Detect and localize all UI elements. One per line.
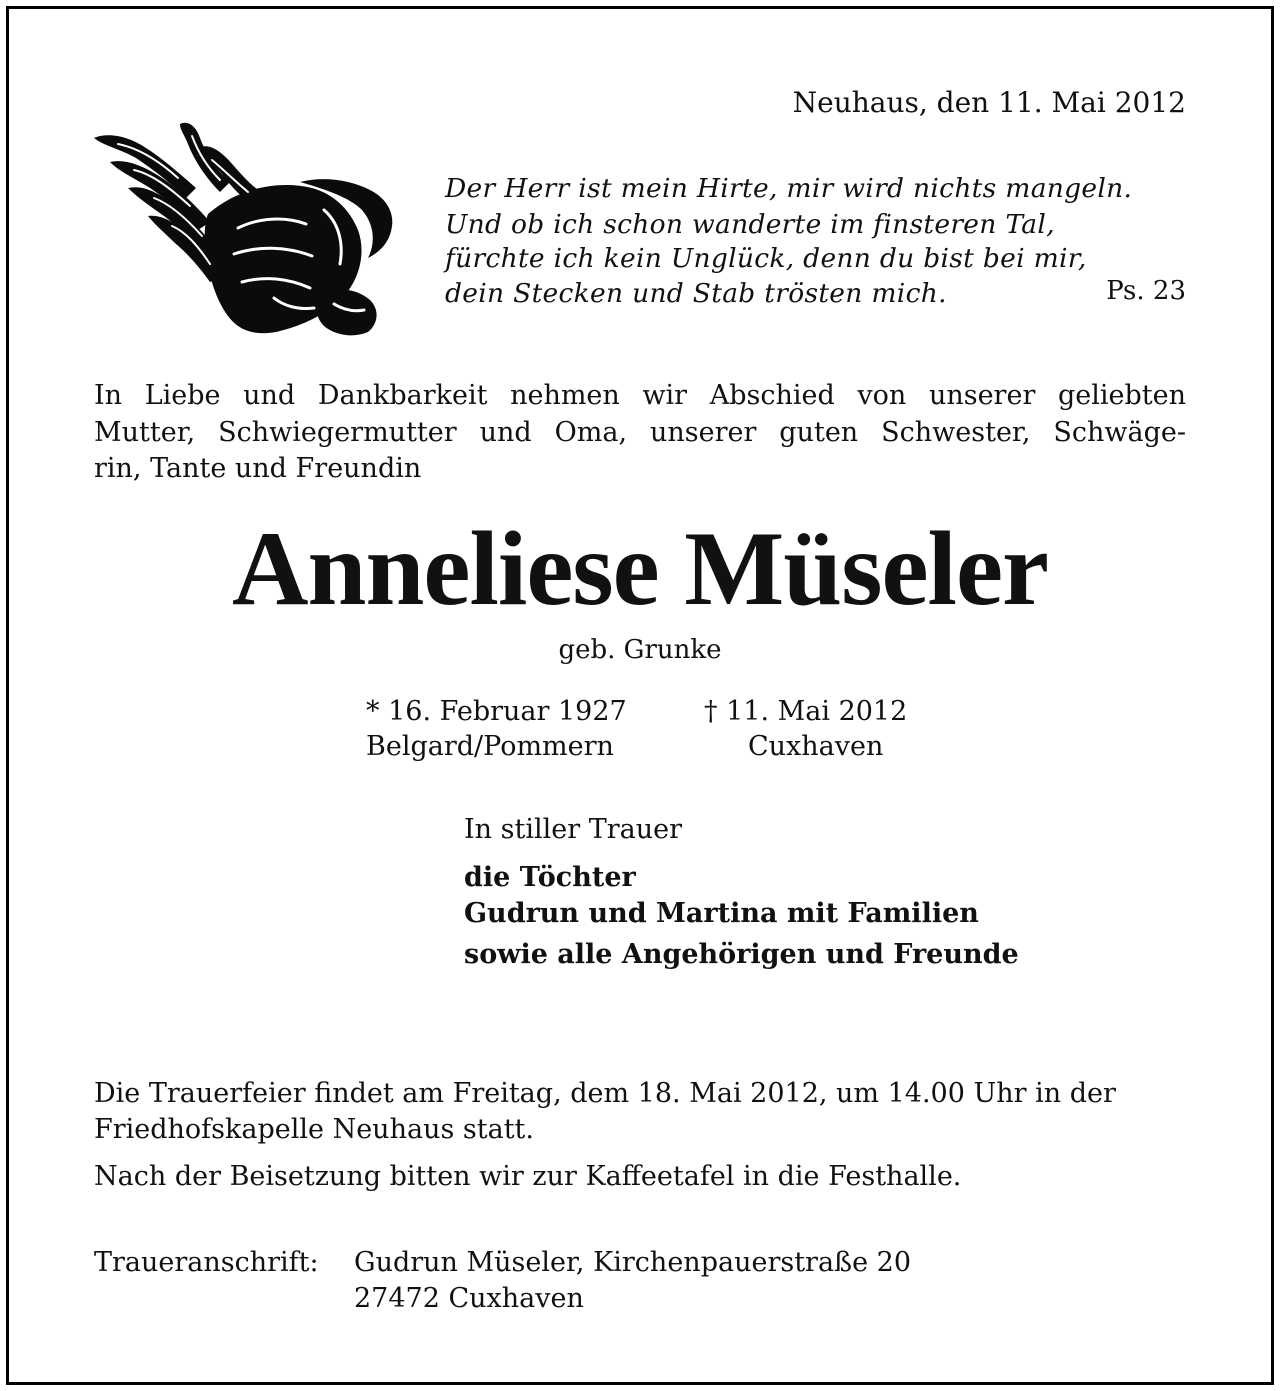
address-line-2: 27472 Cuxhaven	[354, 1283, 584, 1314]
psalm-line-3: fürchte ich kein Unglück, denn du bist bei mir,	[445, 243, 1087, 274]
death-date: † 11. Mai 2012	[704, 696, 908, 727]
praying-hands-icon	[88, 118, 398, 340]
address-label: Traueranschrift:	[94, 1247, 319, 1278]
intro-line-3: rin, Tante und Freundin	[94, 453, 422, 484]
address-line-1: Gudrun Müseler, Kirchenpauerstraße 20	[354, 1247, 912, 1278]
birth-place: Belgard/Pommern	[366, 731, 614, 762]
psalm-reference: Ps. 23	[1106, 276, 1186, 306]
intro-line-1: In Liebe und Dankbarkeit nehmen wir Abschied von unserer geliebten	[94, 380, 1186, 411]
psalm-line-2: Und ob ich schon wanderte im finsteren Tal,	[445, 209, 1055, 240]
intro-line-2: Mutter, Schwiegermutter und Oma, unserer guten Schwester, Schwäge-	[94, 416, 1186, 448]
birth-date: * 16. Februar 1927	[366, 696, 627, 727]
mourners-names: Gudrun und Martina mit Familien	[464, 898, 979, 929]
death-place: Cuxhaven	[748, 731, 884, 762]
coffee-note: Nach der Beisetzung bitten wir zur Kaffeetafel in die Festhalle.	[94, 1161, 962, 1192]
service-line-1: Die Trauerfeier findet am Freitag, dem 18. Mai 2012, um 14.00 Uhr in der	[94, 1078, 1116, 1109]
psalm-line-4: dein Stecken und Stab trösten mich.	[445, 278, 947, 309]
psalm-line-1: Der Herr ist mein Hirte, mir wird nichts mangeln.	[445, 173, 1133, 204]
place-date: Neuhaus, den 11. Mai 2012	[792, 86, 1186, 119]
mourning-heading: In stiller Trauer	[464, 814, 683, 845]
service-line-2: Friedhofskapelle Neuhaus statt.	[94, 1114, 534, 1145]
intro-text	[94, 378, 1186, 488]
maiden-name: geb. Grunke	[558, 635, 722, 665]
mourners-daughters: die Töchter	[464, 862, 636, 893]
mourners-relatives: sowie alle Angehörigen und Freunde	[464, 939, 1019, 970]
deceased-name: Anneliese Müseler	[231, 510, 1049, 627]
